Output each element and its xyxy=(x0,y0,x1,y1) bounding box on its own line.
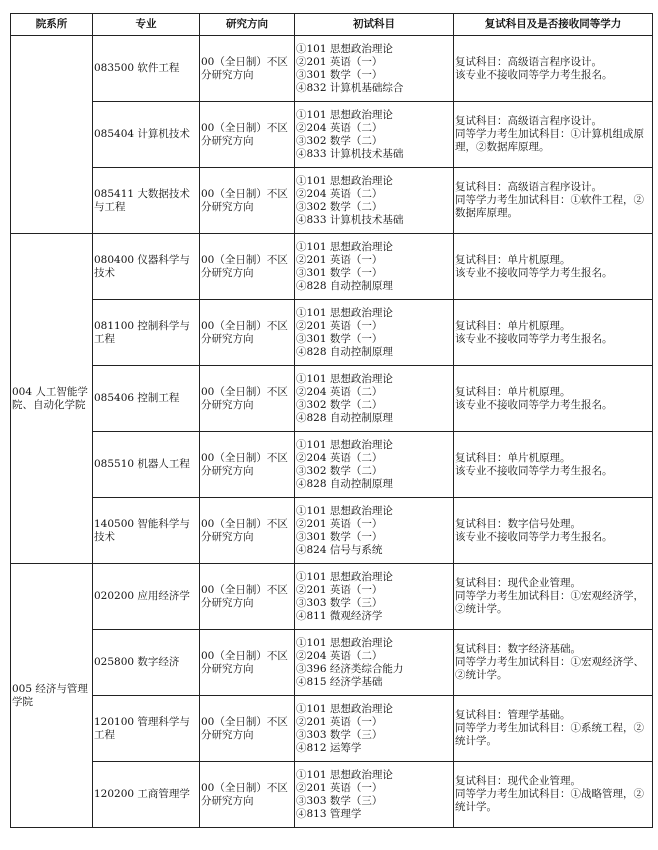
header-retest: 复试科目及是否接收同等学力 xyxy=(454,14,653,36)
table-row xyxy=(11,366,653,432)
exam-cell xyxy=(295,300,454,366)
exam-cell xyxy=(295,630,454,696)
exam-line: ②201 英语（一） xyxy=(296,583,383,596)
retest-cell xyxy=(454,102,653,168)
department-cell: 005 经济与管理学院 xyxy=(11,564,93,828)
exam-line: ③302 数学（二） xyxy=(296,464,383,477)
exam-line: ③302 数学（二） xyxy=(296,134,383,147)
direction-cell: 00（全日制）不区分研究方向 xyxy=(200,168,295,234)
major-cell: 085404 计算机技术 xyxy=(93,102,200,168)
exam-line: ②204 英语（二） xyxy=(296,121,383,134)
exam-line: ③303 数学（三） xyxy=(296,728,383,741)
retest-line: 该专业不接收同等学力考生报名。 xyxy=(455,464,613,477)
table-row xyxy=(11,696,653,762)
table-row xyxy=(11,432,653,498)
header-direction: 研究方向 xyxy=(200,14,295,36)
retest-line: 复试科目：高级语言程序设计。 xyxy=(455,55,602,68)
retest-cell xyxy=(454,630,653,696)
exam-line: ①101 思想政治理论 xyxy=(296,174,393,187)
department-cell: 004 人工智能学院、自动化学院 xyxy=(11,234,93,564)
exam-line: ①101 思想政治理论 xyxy=(296,372,393,385)
retest-line: 复试科目：高级语言程序设计。 xyxy=(455,115,602,127)
retest-cell xyxy=(454,432,653,498)
retest-line: 同等学力考生加试科目：①宏观经济学、②统计学。 xyxy=(455,656,644,681)
exam-line: ③396 经济类综合能力 xyxy=(296,662,404,675)
retest-line: 该专业不接收同等学力考生报名。 xyxy=(455,266,613,279)
exam-line: ④815 经济学基础 xyxy=(296,675,383,688)
retest-line: 复试科目：数字信号处理。 xyxy=(455,517,581,530)
exam-line: ④833 计算机技术基础 xyxy=(296,213,404,226)
table-row xyxy=(11,498,653,564)
exam-line: ③301 数学（一） xyxy=(296,332,383,345)
retest-line: 复试科目：管理学基础。 xyxy=(455,709,571,721)
exam-line: ②204 英语（二） xyxy=(296,385,383,398)
exam-line: ②201 英语（一） xyxy=(296,517,383,530)
retest-cell xyxy=(454,366,653,432)
exam-line: ④812 运筹学 xyxy=(296,741,362,754)
major-cell: 085411 大数据技术与工程 xyxy=(93,168,200,234)
retest-line: 同等学力考生加试科目：①宏观经济学，②统计学。 xyxy=(455,590,644,615)
major-cell: 085406 控制工程 xyxy=(93,366,200,432)
retest-cell xyxy=(454,36,653,102)
retest-line: 同等学力考生加试科目：①软件工程，②数据库原理。 xyxy=(455,194,644,219)
direction-cell: 00（全日制）不区分研究方向 xyxy=(200,696,295,762)
exam-cell xyxy=(295,762,454,828)
major-cell: 083500 软件工程 xyxy=(93,36,200,102)
table-row xyxy=(11,300,653,366)
table-row xyxy=(11,102,653,168)
exam-line: ②201 英语（一） xyxy=(296,781,383,794)
retest-line: 该专业不接收同等学力考生报名。 xyxy=(455,530,613,543)
retest-line: 同等学力考生加试科目：①系统工程，②统计学。 xyxy=(455,722,644,747)
exam-line: ②201 英语（一） xyxy=(296,55,383,68)
retest-cell xyxy=(454,696,653,762)
exam-cell xyxy=(295,696,454,762)
retest-cell xyxy=(454,300,653,366)
exam-line: ③301 数学（一） xyxy=(296,266,383,279)
exam-line: ①101 思想政治理论 xyxy=(296,438,393,451)
retest-line: 复试科目：现代企业管理。 xyxy=(455,577,581,589)
retest-line: 同等学力考生加试科目：①计算机组成原理，②数据库原理。 xyxy=(455,128,644,153)
exam-line: ①101 思想政治理论 xyxy=(296,702,393,715)
retest-line: 同等学力考生加试科目：①战略管理，②统计学。 xyxy=(455,788,644,813)
exam-line: ④828 自动控制原理 xyxy=(296,345,393,358)
retest-line: 复试科目：单片机原理。 xyxy=(455,253,571,266)
exam-line: ④811 微观经济学 xyxy=(296,609,383,622)
major-cell: 081100 控制科学与工程 xyxy=(93,300,200,366)
direction-cell: 00（全日制）不区分研究方向 xyxy=(200,300,295,366)
direction-cell: 00（全日制）不区分研究方向 xyxy=(200,36,295,102)
exam-line: ④828 自动控制原理 xyxy=(296,411,393,424)
header-major: 专业 xyxy=(93,14,200,36)
header-row xyxy=(11,14,653,36)
exam-cell xyxy=(295,234,454,300)
exam-line: ②201 英语（一） xyxy=(296,253,383,266)
header-initial-exam: 初试科目 xyxy=(295,14,454,36)
retest-line: 复试科目：单片机原理。 xyxy=(455,385,571,398)
exam-cell xyxy=(295,564,454,630)
direction-cell: 00（全日制）不区分研究方向 xyxy=(200,498,295,564)
retest-line: 复试科目：单片机原理。 xyxy=(455,319,571,332)
exam-line: ④828 自动控制原理 xyxy=(296,279,393,292)
exam-line: ②204 英语（二） xyxy=(296,649,383,662)
table-row xyxy=(11,762,653,828)
exam-line: ①101 思想政治理论 xyxy=(296,636,393,649)
retest-cell xyxy=(454,498,653,564)
exam-line: ④828 自动控制原理 xyxy=(296,477,393,490)
exam-line: ①101 思想政治理论 xyxy=(296,108,393,121)
exam-cell xyxy=(295,102,454,168)
exam-line: ②204 英语（二） xyxy=(296,451,383,464)
exam-line: ③302 数学（二） xyxy=(296,398,383,411)
major-cell: 085510 机器人工程 xyxy=(93,432,200,498)
exam-line: ①101 思想政治理论 xyxy=(296,570,393,583)
exam-line: ①101 思想政治理论 xyxy=(296,306,393,319)
exam-line: ①101 思想政治理论 xyxy=(296,42,393,55)
major-cell: 140500 智能科学与技术 xyxy=(93,498,200,564)
exam-line: ③301 数学（一） xyxy=(296,68,383,81)
table-row xyxy=(11,36,653,102)
retest-line: 复试科目：现代企业管理。 xyxy=(455,775,581,787)
exam-line: ②204 英语（二） xyxy=(296,187,383,200)
direction-cell: 00（全日制）不区分研究方向 xyxy=(200,564,295,630)
retest-cell xyxy=(454,234,653,300)
department-cell xyxy=(11,36,93,234)
exam-line: ④833 计算机技术基础 xyxy=(296,147,404,160)
direction-cell: 00（全日制）不区分研究方向 xyxy=(200,762,295,828)
exam-line: ④824 信号与系统 xyxy=(296,543,383,556)
exam-line: ②201 英语（一） xyxy=(296,715,383,728)
major-cell: 120100 管理科学与工程 xyxy=(93,696,200,762)
retest-cell xyxy=(454,564,653,630)
exam-line: ①101 思想政治理论 xyxy=(296,768,393,781)
retest-cell xyxy=(454,762,653,828)
retest-line: 复试科目：高级语言程序设计。 xyxy=(455,181,602,193)
table-row xyxy=(11,234,653,300)
direction-cell: 00（全日制）不区分研究方向 xyxy=(200,366,295,432)
exam-line: ③303 数学（三） xyxy=(296,794,383,807)
retest-line: 该专业不接收同等学力考生报名。 xyxy=(455,398,613,411)
table-row xyxy=(11,630,653,696)
admissions-table xyxy=(10,13,653,828)
exam-cell xyxy=(295,168,454,234)
major-cell: 020200 应用经济学 xyxy=(93,564,200,630)
retest-line: 复试科目：数字经济基础。 xyxy=(455,643,581,655)
exam-cell xyxy=(295,36,454,102)
exam-line: ③302 数学（二） xyxy=(296,200,383,213)
exam-line: ②201 英语（一） xyxy=(296,319,383,332)
exam-line: ④813 管理学 xyxy=(296,807,362,820)
exam-cell xyxy=(295,366,454,432)
direction-cell: 00（全日制）不区分研究方向 xyxy=(200,630,295,696)
major-cell: 080400 仪器科学与技术 xyxy=(93,234,200,300)
exam-cell xyxy=(295,432,454,498)
exam-cell xyxy=(295,498,454,564)
major-cell: 025800 数字经济 xyxy=(93,630,200,696)
exam-line: ①101 思想政治理论 xyxy=(296,504,393,517)
exam-line: ③301 数学（一） xyxy=(296,530,383,543)
exam-line: ④832 计算机基础综合 xyxy=(296,81,404,94)
direction-cell: 00（全日制）不区分研究方向 xyxy=(200,102,295,168)
header-department: 院系所 xyxy=(11,14,93,36)
direction-cell: 00（全日制）不区分研究方向 xyxy=(200,432,295,498)
major-cell: 120200 工商管理学 xyxy=(93,762,200,828)
table-row xyxy=(11,564,653,630)
exam-line: ③303 数学（三） xyxy=(296,596,383,609)
retest-line: 该专业不接收同等学力考生报名。 xyxy=(455,68,613,81)
direction-cell: 00（全日制）不区分研究方向 xyxy=(200,234,295,300)
retest-line: 复试科目：单片机原理。 xyxy=(455,451,571,464)
exam-line: ①101 思想政治理论 xyxy=(296,240,393,253)
retest-cell xyxy=(454,168,653,234)
retest-line: 该专业不接收同等学力考生报名。 xyxy=(455,332,613,345)
table-row xyxy=(11,168,653,234)
